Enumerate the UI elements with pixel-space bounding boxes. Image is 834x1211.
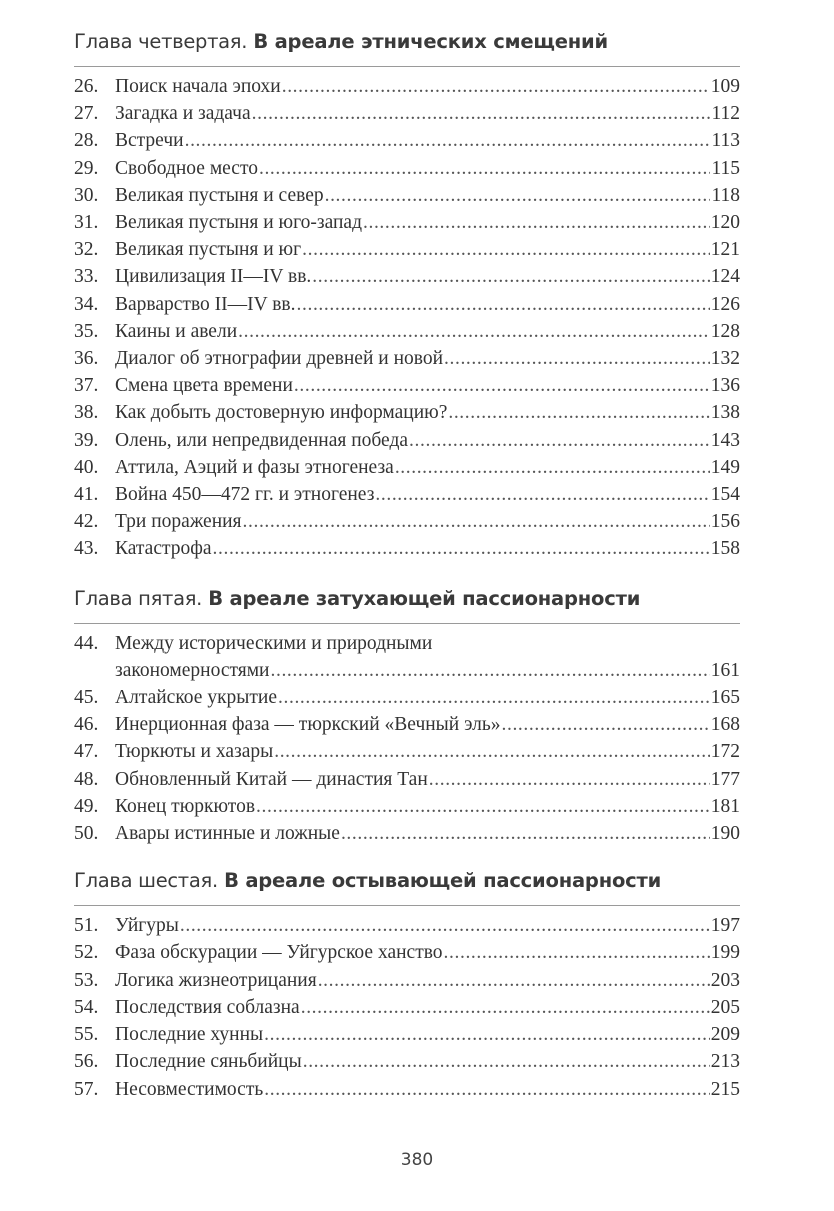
heading-divider bbox=[74, 905, 740, 906]
chapter-title: В ареале остывающей пассионарности bbox=[224, 869, 662, 893]
entry-number: 41. bbox=[74, 484, 99, 506]
dot-leader bbox=[363, 209, 710, 236]
chapter-4 bbox=[74, 30, 740, 563]
toc-entry bbox=[74, 711, 740, 738]
toc-entry-line bbox=[74, 1076, 740, 1103]
entry-title: Свободное место bbox=[115, 157, 258, 179]
toc-entry bbox=[74, 263, 740, 290]
toc-entry-line bbox=[74, 711, 740, 738]
toc-entry-line bbox=[74, 100, 740, 127]
toc-entry-line bbox=[74, 454, 740, 481]
toc-entry bbox=[74, 318, 740, 345]
toc-entry bbox=[74, 73, 740, 100]
dot-leader bbox=[274, 738, 710, 765]
toc-entry bbox=[74, 738, 740, 765]
entry-page-number: 136 bbox=[710, 375, 740, 397]
dot-leader bbox=[243, 508, 710, 535]
entry-page-number: 154 bbox=[710, 484, 740, 506]
chapter-prefix: Глава четвертая. bbox=[74, 30, 248, 53]
toc-entry bbox=[74, 236, 740, 263]
dot-leader bbox=[325, 182, 711, 209]
entry-title: Великая пустыня и юго-запад bbox=[115, 212, 362, 234]
toc-entry-line bbox=[74, 291, 740, 318]
dot-leader bbox=[502, 711, 710, 738]
toc-entry bbox=[74, 291, 740, 318]
dot-leader bbox=[409, 427, 710, 454]
toc-entry-line bbox=[74, 630, 740, 657]
dot-leader bbox=[282, 73, 710, 100]
toc-entry bbox=[74, 508, 740, 535]
toc-entry-line bbox=[74, 345, 740, 372]
toc-entry-line bbox=[74, 535, 740, 562]
entry-page-number: 209 bbox=[710, 1024, 740, 1046]
entry-title: Варварство II—IV вв. bbox=[115, 293, 296, 315]
entry-page-number: 190 bbox=[710, 823, 740, 845]
entry-number: 31. bbox=[74, 212, 99, 234]
toc-entry bbox=[74, 912, 740, 939]
entry-page-number: 124 bbox=[710, 266, 740, 288]
toc-entry-line bbox=[74, 127, 740, 154]
entry-number: 32. bbox=[74, 239, 99, 261]
entry-number: 53. bbox=[74, 969, 99, 991]
toc-entry-line bbox=[74, 1021, 740, 1048]
toc-entry-line bbox=[74, 994, 740, 1021]
entry-page-number: 118 bbox=[711, 184, 740, 206]
entry-title: Инерционная фаза — тюркский «Вечный эль» bbox=[115, 714, 501, 736]
toc-entry bbox=[74, 155, 740, 182]
toc-entry-line bbox=[74, 1048, 740, 1075]
entry-title: Авары истинные и ложные bbox=[115, 823, 340, 845]
entry-title: Великая пустыня и север bbox=[115, 184, 324, 206]
toc-entry bbox=[74, 684, 740, 711]
entry-title: Загадка и задача bbox=[115, 103, 251, 125]
page-number: 380 bbox=[400, 1150, 434, 1170]
entry-title: Как добыть достоверную информацию? bbox=[115, 402, 448, 424]
entry-title: Смена цвета времени bbox=[115, 375, 293, 397]
toc-entry-line bbox=[74, 766, 740, 793]
entry-title: Катастрофа bbox=[115, 538, 212, 560]
dot-leader bbox=[271, 657, 710, 684]
entry-page-number: 165 bbox=[710, 687, 740, 709]
entry-number: 46. bbox=[74, 714, 99, 736]
entry-page-number: 156 bbox=[710, 511, 740, 533]
chapter-prefix: Глава пятая. bbox=[74, 586, 203, 610]
toc-entry bbox=[74, 939, 740, 966]
dot-leader bbox=[312, 263, 709, 290]
dot-leader bbox=[259, 155, 711, 182]
entry-page-number: 126 bbox=[710, 293, 740, 315]
entry-number: 48. bbox=[74, 768, 99, 790]
entry-number: 44. bbox=[74, 632, 99, 654]
table-of-contents bbox=[74, 30, 740, 1103]
chapter-5 bbox=[74, 587, 740, 848]
entry-number: 30. bbox=[74, 184, 99, 206]
entry-number: 33. bbox=[74, 266, 99, 288]
chapter-heading bbox=[74, 869, 740, 893]
entry-number: 54. bbox=[74, 996, 99, 1018]
entry-list bbox=[74, 912, 740, 1102]
entry-number: 34. bbox=[74, 293, 99, 315]
chapter-title: В ареале этнических смещений bbox=[253, 30, 608, 53]
toc-entry bbox=[74, 820, 740, 847]
entry-number: 29. bbox=[74, 157, 99, 179]
toc-entry-line bbox=[74, 236, 740, 263]
toc-entry bbox=[74, 630, 740, 684]
entry-number: 49. bbox=[74, 795, 99, 817]
dot-leader bbox=[444, 345, 710, 372]
entry-title: Последние сяньбийцы bbox=[115, 1051, 302, 1073]
toc-entry bbox=[74, 535, 740, 562]
entry-number: 43. bbox=[74, 538, 99, 560]
dot-leader bbox=[264, 1021, 710, 1048]
entry-number: 26. bbox=[74, 76, 99, 97]
entry-title: Несовместимость bbox=[115, 1078, 264, 1100]
entry-number: 56. bbox=[74, 1051, 99, 1073]
entry-title: Обновленный Китай — династия Тан bbox=[115, 768, 428, 790]
heading-divider bbox=[74, 66, 740, 67]
toc-entry bbox=[74, 399, 740, 426]
entry-number: 52. bbox=[74, 942, 99, 964]
entry-number: 45. bbox=[74, 687, 99, 709]
dot-leader bbox=[294, 372, 710, 399]
entry-number: 28. bbox=[74, 130, 99, 152]
entry-number: 57. bbox=[74, 1078, 99, 1100]
toc-entry bbox=[74, 127, 740, 154]
entry-title: Олень, или непредвиденная победа bbox=[115, 429, 409, 451]
toc-entry bbox=[74, 766, 740, 793]
toc-entry-line bbox=[74, 793, 740, 820]
toc-entry-line bbox=[74, 967, 740, 994]
dot-leader bbox=[213, 535, 710, 562]
toc-entry-line bbox=[74, 263, 740, 290]
toc-entry-line bbox=[74, 657, 740, 684]
toc-entry-line bbox=[74, 939, 740, 966]
entry-number: 38. bbox=[74, 402, 99, 424]
entry-page-number: 158 bbox=[710, 538, 740, 560]
dot-leader bbox=[444, 939, 710, 966]
toc-entry-line bbox=[74, 738, 740, 765]
toc-entry-line bbox=[74, 912, 740, 939]
entry-title: Поиск начала эпохи bbox=[115, 76, 281, 97]
entry-number: 47. bbox=[74, 741, 99, 763]
entry-title: Последствия соблазна bbox=[115, 996, 300, 1018]
dot-leader bbox=[256, 793, 710, 820]
toc-entry bbox=[74, 427, 740, 454]
dot-leader bbox=[301, 994, 710, 1021]
toc-entry bbox=[74, 182, 740, 209]
entry-page-number: 168 bbox=[710, 714, 740, 736]
entry-number: 55. bbox=[74, 1024, 99, 1046]
entry-page-number: 215 bbox=[710, 1078, 740, 1100]
entry-title: Между историческими и природными bbox=[115, 632, 433, 654]
entry-number: 36. bbox=[74, 348, 99, 370]
entry-page-number: 149 bbox=[710, 456, 740, 478]
chapter-heading bbox=[74, 587, 740, 611]
dot-leader bbox=[180, 912, 710, 939]
toc-entry-line bbox=[74, 155, 740, 182]
toc-entry bbox=[74, 100, 740, 127]
dot-leader bbox=[375, 481, 709, 508]
toc-entry bbox=[74, 994, 740, 1021]
toc-entry-line bbox=[74, 684, 740, 711]
entry-page-number: 121 bbox=[710, 239, 740, 261]
entry-number: 50. bbox=[74, 823, 99, 845]
entry-page-number: 115 bbox=[711, 157, 740, 179]
toc-entry bbox=[74, 345, 740, 372]
toc-entry bbox=[74, 209, 740, 236]
dot-leader bbox=[303, 1048, 710, 1075]
toc-entry bbox=[74, 481, 740, 508]
entry-page-number: 161 bbox=[710, 659, 740, 681]
entry-list bbox=[74, 73, 740, 563]
toc-entry-line bbox=[74, 820, 740, 847]
toc-entry-line bbox=[74, 182, 740, 209]
dot-leader bbox=[278, 684, 710, 711]
toc-entry bbox=[74, 1021, 740, 1048]
toc-entry-line bbox=[74, 209, 740, 236]
chapter-prefix: Глава шестая. bbox=[74, 869, 218, 893]
toc-entry bbox=[74, 1076, 740, 1103]
dot-leader bbox=[185, 127, 711, 154]
dot-leader bbox=[238, 318, 710, 345]
toc-entry bbox=[74, 1048, 740, 1075]
entry-page-number: 109 bbox=[710, 76, 740, 97]
entry-title: Цивилизация II—IV вв. bbox=[115, 266, 312, 288]
dot-leader bbox=[341, 820, 710, 847]
dot-leader bbox=[264, 1076, 710, 1103]
dot-leader bbox=[302, 236, 710, 263]
entry-title: Три поражения bbox=[115, 511, 242, 533]
entry-page-number: 128 bbox=[710, 320, 740, 342]
entry-page-number: 181 bbox=[710, 795, 740, 817]
toc-entry-line bbox=[74, 73, 740, 100]
entry-page-number: 197 bbox=[710, 915, 740, 937]
entry-page-number: 143 bbox=[710, 429, 740, 451]
toc-entry-line bbox=[74, 508, 740, 535]
dot-leader bbox=[429, 766, 710, 793]
entry-page-number: 205 bbox=[710, 996, 740, 1018]
toc-entry-line bbox=[74, 399, 740, 426]
entry-page-number: 172 bbox=[710, 741, 740, 763]
dot-leader bbox=[318, 967, 710, 994]
entry-page-number: 113 bbox=[711, 130, 740, 152]
entry-title: Алтайское укрытие bbox=[115, 687, 278, 709]
entry-title: Великая пустыня и юг bbox=[115, 239, 302, 261]
entry-title: Логика жизнеотрицания bbox=[115, 969, 317, 991]
entry-title: Конец тюркютов bbox=[115, 795, 256, 817]
dot-leader bbox=[448, 399, 709, 426]
entry-title: Диалог об этнографии древней и новой bbox=[115, 348, 444, 370]
toc-entry bbox=[74, 793, 740, 820]
entry-page-number: 213 bbox=[710, 1051, 740, 1073]
entry-title: Тюркюты и хазары bbox=[115, 741, 274, 763]
entry-title: Каины и авели bbox=[115, 320, 238, 342]
entry-page-number: 199 bbox=[710, 942, 740, 964]
entry-list bbox=[74, 630, 740, 848]
entry-number: 51. bbox=[74, 915, 99, 937]
toc-entry-line bbox=[74, 481, 740, 508]
entry-title: Уйгуры bbox=[115, 915, 179, 937]
entry-title: закономерностями bbox=[115, 659, 270, 681]
entry-number: 35. bbox=[74, 320, 99, 342]
entry-number: 37. bbox=[74, 375, 99, 397]
heading-divider bbox=[74, 623, 740, 624]
entry-title: Последние хунны bbox=[115, 1024, 264, 1046]
entry-number: 27. bbox=[74, 103, 99, 125]
entry-page-number: 177 bbox=[710, 768, 740, 790]
entry-title: Встречи bbox=[115, 130, 184, 152]
chapter-heading bbox=[74, 30, 740, 54]
entry-page-number: 132 bbox=[710, 348, 740, 370]
entry-title: Фаза обскурации — Уйгурское ханство bbox=[115, 942, 443, 964]
entry-title: Аттила, Аэций и фазы этногенеза bbox=[115, 456, 394, 478]
dot-leader bbox=[252, 100, 711, 127]
entry-page-number: 203 bbox=[710, 969, 740, 991]
dot-leader bbox=[297, 291, 710, 318]
entry-number: 39. bbox=[74, 429, 99, 451]
toc-entry bbox=[74, 967, 740, 994]
entry-page-number: 112 bbox=[711, 103, 740, 125]
toc-entry-line bbox=[74, 372, 740, 399]
dot-leader bbox=[395, 454, 710, 481]
toc-entry-line bbox=[74, 427, 740, 454]
entry-number: 42. bbox=[74, 511, 99, 533]
toc-entry bbox=[74, 454, 740, 481]
chapter-title: В ареале затухающей пассионарности bbox=[208, 586, 641, 610]
entry-number: 40. bbox=[74, 456, 99, 478]
entry-title: Война 450—472 гг. и этногенез bbox=[115, 484, 375, 506]
entry-page-number: 138 bbox=[710, 402, 740, 424]
toc-entry-line bbox=[74, 318, 740, 345]
toc-entry bbox=[74, 372, 740, 399]
chapter-6 bbox=[74, 869, 740, 1102]
entry-page-number: 120 bbox=[710, 212, 740, 234]
